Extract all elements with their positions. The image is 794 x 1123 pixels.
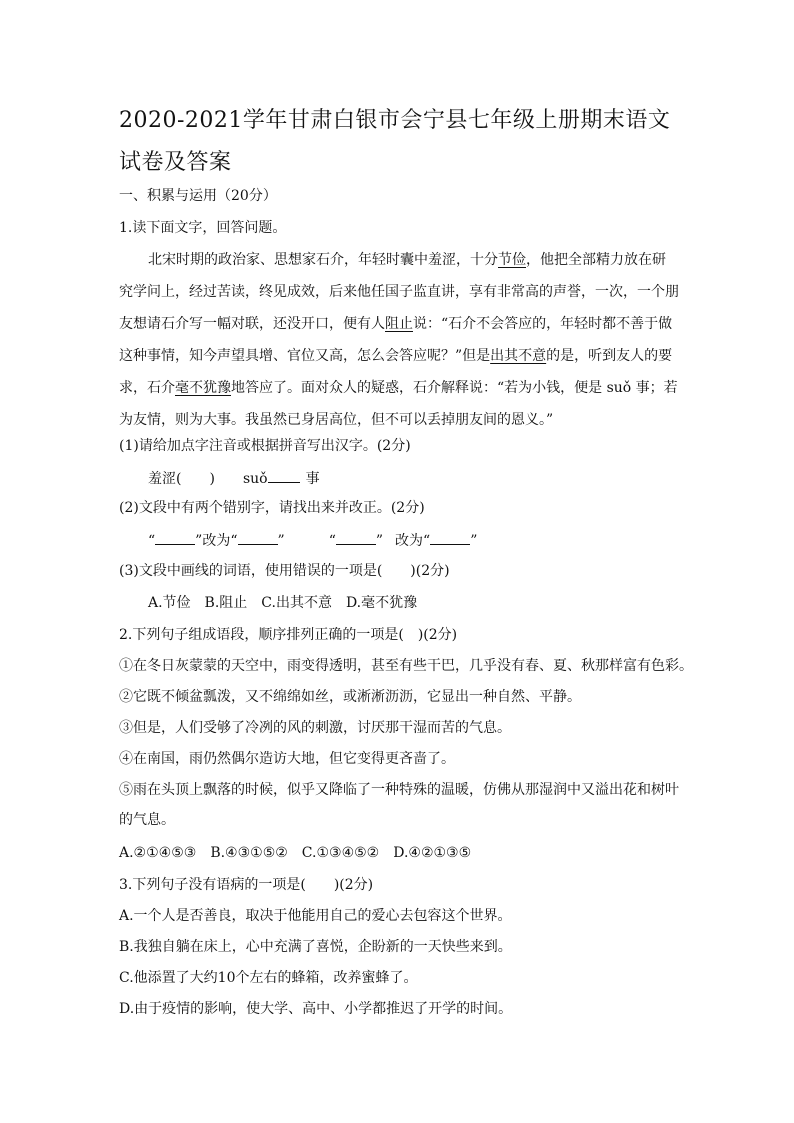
pinyin-suffix: 事: [305, 471, 320, 487]
answer-blank[interactable]: [238, 530, 278, 545]
question-1-sub-2: (2)文段中有两个错别字，请找出来并改正。(2分): [119, 500, 425, 516]
answer-blank[interactable]: [268, 468, 300, 483]
answer-blank[interactable]: [155, 530, 195, 545]
passage-text: 的是，听到友人的要求，石介: [119, 348, 673, 396]
underlined-word: 毫不犹豫: [175, 380, 231, 396]
sentence-3: ③但是，人们受够了冷冽的风的刺激，讨厌那干湿而苦的气息。: [119, 720, 511, 736]
option-a: A.一个人是否善良，取决于他能用自己的爱心去包容这个世界。: [119, 908, 512, 924]
passage-text: 说：“石介不会答应的，年轻时都不善于做这种事情，知今声望具增、官位又高，怎么会答应呢？”但是: [119, 316, 673, 364]
answer-blank[interactable]: [430, 530, 470, 545]
quote-mark: “: [423, 533, 431, 549]
question-1-passage: [119, 244, 679, 436]
passage-text: 地答应了。面对众人的疑惑，石介解释说：“若为小钱，便是 suǒ 事；若为友情，则为大事。我虽然已身居高位，但不可以丢掉朋友间的恩义。”: [119, 380, 678, 428]
sub-2-answer-line: [148, 530, 477, 551]
question-3-stem: 3.下列句子没有语病的一项是( )(2分): [119, 877, 374, 893]
replace-label: 改为: [395, 533, 424, 549]
quote-mark: “: [148, 533, 156, 549]
sub-3-options: A.节俭 B.阻止 C.出其不意 D.毫不犹豫: [148, 595, 418, 611]
quote-mark: ”: [470, 533, 478, 549]
section-heading: 一、积累与运用（20分）: [119, 188, 277, 204]
page-title: 2020-2021学年甘肃白银市会宁县七年级上册期末语文试卷及答案: [119, 108, 671, 175]
pinyin-prompt: 羞涩( ): [148, 471, 215, 487]
passage-text: ，他把全部精力放在研究学问上，经过苦读，终见成效，后来他任国子监直讲，享有非常高的声誉，一次，一个朋友想请石介写一幅对联，还没开口，便有人: [119, 252, 679, 332]
quote-mark: ”: [375, 533, 384, 549]
question-1-sub-3: (3)文段中画线的词语，使用错误的一项是( )(2分): [119, 563, 450, 579]
question-1-sub-1: (1)请给加点字注音或根据拼音写出汉字。(2分): [119, 438, 411, 454]
sentence-5: ⑤雨在头顶上飘落的时候，似乎又降临了一种特殊的温暖，仿佛从那湿润中又溢出花和树叶: [119, 782, 679, 798]
sentence-2: ②它既不倾盆瓢泼，又不绵绵如丝，或淅淅沥沥，它显出一种自然、平静。: [119, 689, 581, 705]
quote-mark: ”: [195, 533, 203, 549]
quote-mark: “: [328, 533, 336, 549]
question-2-options: A.②①④⑤③ B.④③①⑤② C.①③④⑤② D.④②①③⑤: [119, 845, 472, 861]
option-c: C.他添置了大约10个左右的蜂箱，改养蜜蜂了。: [119, 970, 418, 986]
option-d: D.由于疫情的影响，使大学、高中、小学都推迟了开学的时间。: [119, 1001, 513, 1017]
sentence-4: ④在南国，雨仍然偶尔造访大地，但它变得更吝啬了。: [119, 751, 455, 767]
question-2-stem: 2.下列句子组成语段，顺序排列正确的一项是( )(2分): [119, 627, 458, 643]
question-1-stem: 1.读下面文字，回答问题。: [119, 220, 287, 236]
underlined-word: 节俭: [498, 252, 526, 268]
quote-mark: ”: [277, 533, 285, 549]
quote-mark: “: [230, 533, 238, 549]
pinyin-word: suǒ: [242, 471, 268, 487]
sub-1-answer-line: [148, 468, 320, 489]
option-b: B.我独自躺在床上，心中充满了喜悦，企盼新的一天快些来到。: [119, 939, 512, 955]
sentence-5-cont: 的气息。: [119, 812, 175, 828]
replace-label: 改为: [202, 533, 231, 549]
underlined-word: 出其不意: [490, 348, 547, 364]
underlined-word: 阻止: [385, 316, 413, 332]
sentence-1: ①在冬日灰蒙蒙的天空中，雨变得透明，甚至有些干巴，几乎没有春、夏、秋那样富有色彩。: [119, 658, 693, 674]
passage-text: 北宋时期的政治家、思想家石介，年轻时囊中羞涩，十分: [148, 252, 498, 268]
answer-blank[interactable]: [336, 530, 376, 545]
